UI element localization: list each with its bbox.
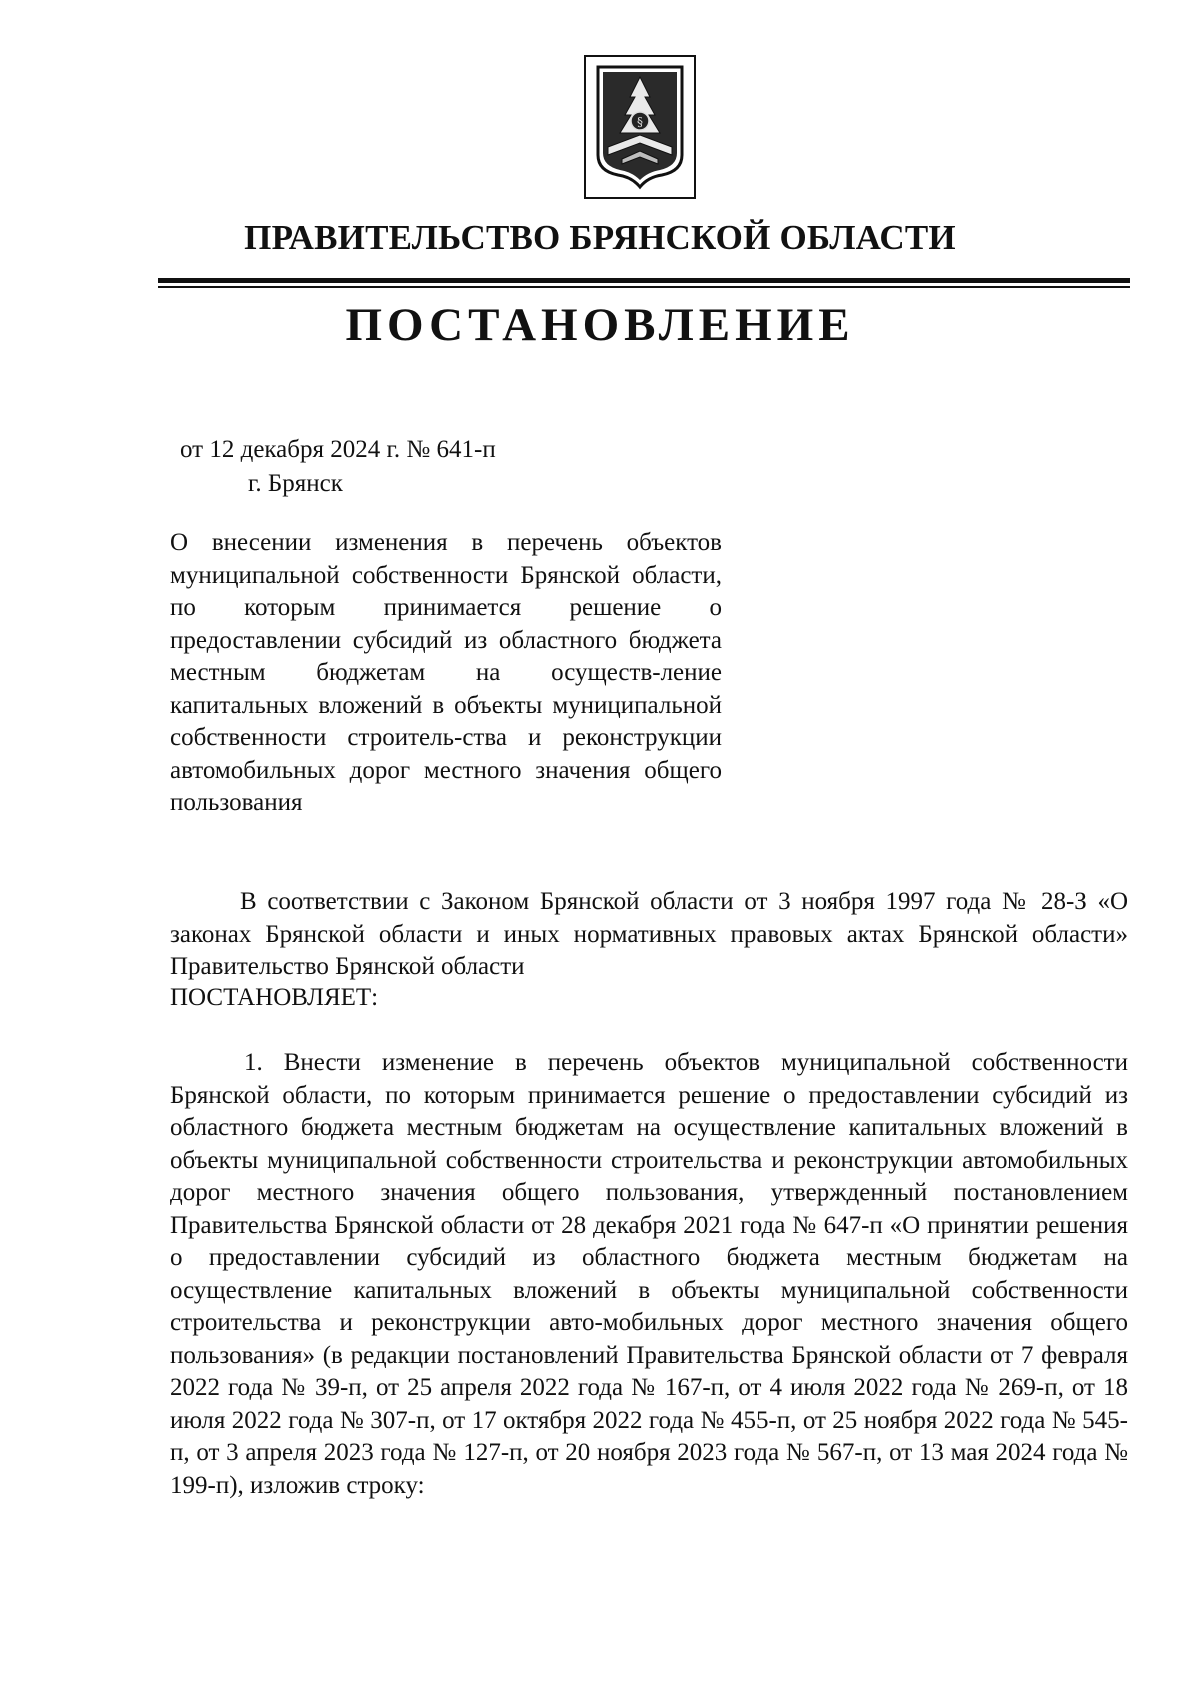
coat-of-arms-graphic <box>592 63 688 191</box>
document-subject: О внесении изменения в перечень объектов муниципальной собственности Брянской области, по которым принимается решение о предоставлении субсидий из областного бюджета местным бюджетам на осуществ-ление капитальных вложений в объекты муниципальной собственности строитель-ства и реконструкции автомобильных дорог местного значения общего пользования <box>170 529 722 816</box>
item-1-paragraph: 1. Внести изменение в перечень объектов муниципальной собственности Брянской области, по которым принимается решение о предоставлении субсидий из областного бюджета местным бюджетам на осуществление капитальных вложений в объекты муниципальной собственности строительства и реконструкции автомобильных дорог местного значения общего пользования, утвержденный постановлением Правительства Брянской области от 28 декабря 2021 года № 647-п «О принятии решения о предоставлении субсидий из областного бюджета местным бюджетам на осуществление капитальных вложений в объекты муниципальной собственности строительства и реконструкции авто-мобильных дорог местного значения общего пользования» (в редакции постановлений Правительства Брянской области от 7 февраля 2022 года № 39-п, от 25 апреля 2022 года № 167-п, от 4 июля 2022 года № 269-п, от 18 июля 2022 года № 307-п, от 17 октября 2022 года № 455-п, от 25 ноября 2022 года № 545-п, от 3 апреля 2023 года № 127-п, от 20 ноября 2023 года № 567-п, от 13 мая 2024 года № 199-п), изложив строку: <box>170 1049 1128 1499</box>
preamble-paragraph: В соответствии с Законом Брянской области от 3 ноября 1997 года № 28-З «О законах Брянской области и иных нормативных правовых актах Брянской области» Правительство Брянской области <box>170 888 1128 980</box>
header-rule-thin <box>158 286 1130 288</box>
date-and-number: от 12 декабря 2024 г. № 641-п <box>180 436 496 463</box>
decree-word: ПОСТАНОВЛЯЕТ: <box>170 984 379 1011</box>
city: г. Брянск <box>248 470 343 497</box>
coat-of-arms-icon <box>584 55 696 199</box>
svg-text:§: § <box>637 115 643 129</box>
document-type: ПОСТАНОВЛЕНИЕ <box>345 299 855 351</box>
government-title: ПРАВИТЕЛЬСТВО БРЯНСКОЙ ОБЛАСТИ <box>244 218 956 257</box>
header-rule-thick <box>158 278 1130 283</box>
